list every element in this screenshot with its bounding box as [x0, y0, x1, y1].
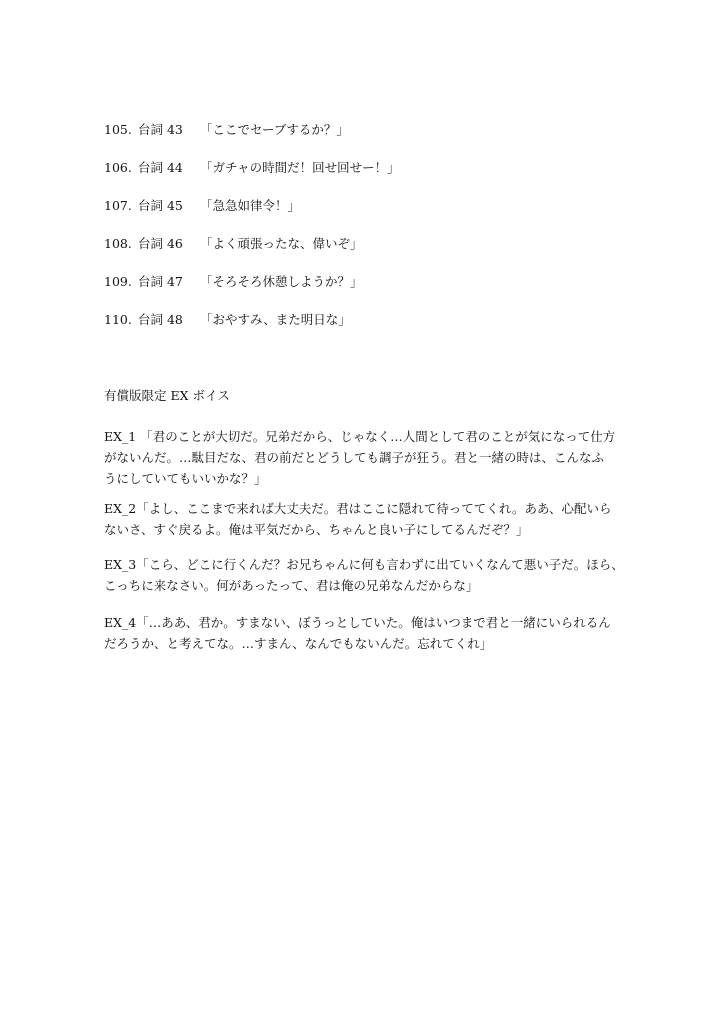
ex-voice-paragraph	[104, 554, 626, 596]
line-label: 台詞 46	[138, 236, 183, 251]
line-label: 台詞 45	[138, 198, 183, 213]
line-number: 105.	[104, 122, 132, 137]
line-number: 107.	[104, 198, 132, 213]
line-label: 台詞 44	[138, 160, 183, 175]
line-text: 「ガチャの時間だ！回せ回せー！」	[200, 160, 400, 175]
line-number: 110.	[104, 312, 132, 327]
voice-line-row	[104, 158, 644, 177]
voice-line-row	[104, 196, 644, 215]
line-text: 「おやすみ、また明日な」	[200, 312, 351, 327]
paragraph-line: ないさ、すぐ戻るよ。俺は平気だから、ちゃんと良い子にしてるんだぞ？」	[104, 522, 529, 537]
ex-section-heading: 有償版限定 EX ボイス	[104, 388, 230, 403]
line-text: 「ここでセーブするか？」	[200, 122, 349, 137]
line-number: 108.	[104, 236, 132, 251]
line-label: 台詞 47	[138, 274, 183, 289]
line-label: 台詞 43	[138, 122, 183, 137]
line-number: 106.	[104, 160, 132, 175]
ex-voice-paragraph	[104, 426, 626, 489]
voice-line-row	[104, 120, 644, 139]
paragraph-line: EX_4「…ああ、君か。すまない、ぼうっとしていた。俺はいつまで君と一緒にいられるん	[104, 615, 611, 630]
line-text: 「そろそろ休憩しようか？」	[200, 274, 363, 289]
paragraph-line: EX_3「こら、どこに行くんだ？お兄ちゃんに何も言わずに出ていくなんて悪い子だ。ほら、	[104, 557, 624, 572]
voice-line-row	[104, 310, 644, 329]
voice-line-row	[104, 234, 644, 253]
paragraph-line: だろうか、と考えてな。…すまん、なんでもないんだ。忘れてくれ」	[104, 636, 493, 651]
ex-voice-paragraph	[104, 498, 626, 540]
line-text: 「よく頑張ったな、偉いぞ」	[200, 236, 363, 251]
voice-line-row	[104, 272, 644, 291]
ex-voice-paragraph	[104, 612, 626, 654]
paragraph-line: EX_1 「君のことが大切だ。兄弟だから、じゃなく…人間として君のことが気になって仕方	[104, 429, 616, 444]
voice-line-list	[104, 120, 644, 348]
paragraph-line: がないんだ。…駄目だな、君の前だとどうしても調子が狂う。君と一緒の時は、こんなふ	[104, 450, 605, 465]
paragraph-line: うにしていてもいいかな？」	[104, 471, 267, 486]
line-number: 109.	[104, 274, 132, 289]
line-text: 「急急如律令！」	[200, 198, 301, 213]
paragraph-line: こっちに来なさい。何があったって、君は俺の兄弟なんだからな」	[104, 578, 479, 593]
line-label: 台詞 48	[138, 312, 183, 327]
paragraph-line: EX_2「よし、ここまで来れば大丈夫だ。君はここに隠れて待っててくれ。ああ、心配いら	[104, 501, 612, 516]
